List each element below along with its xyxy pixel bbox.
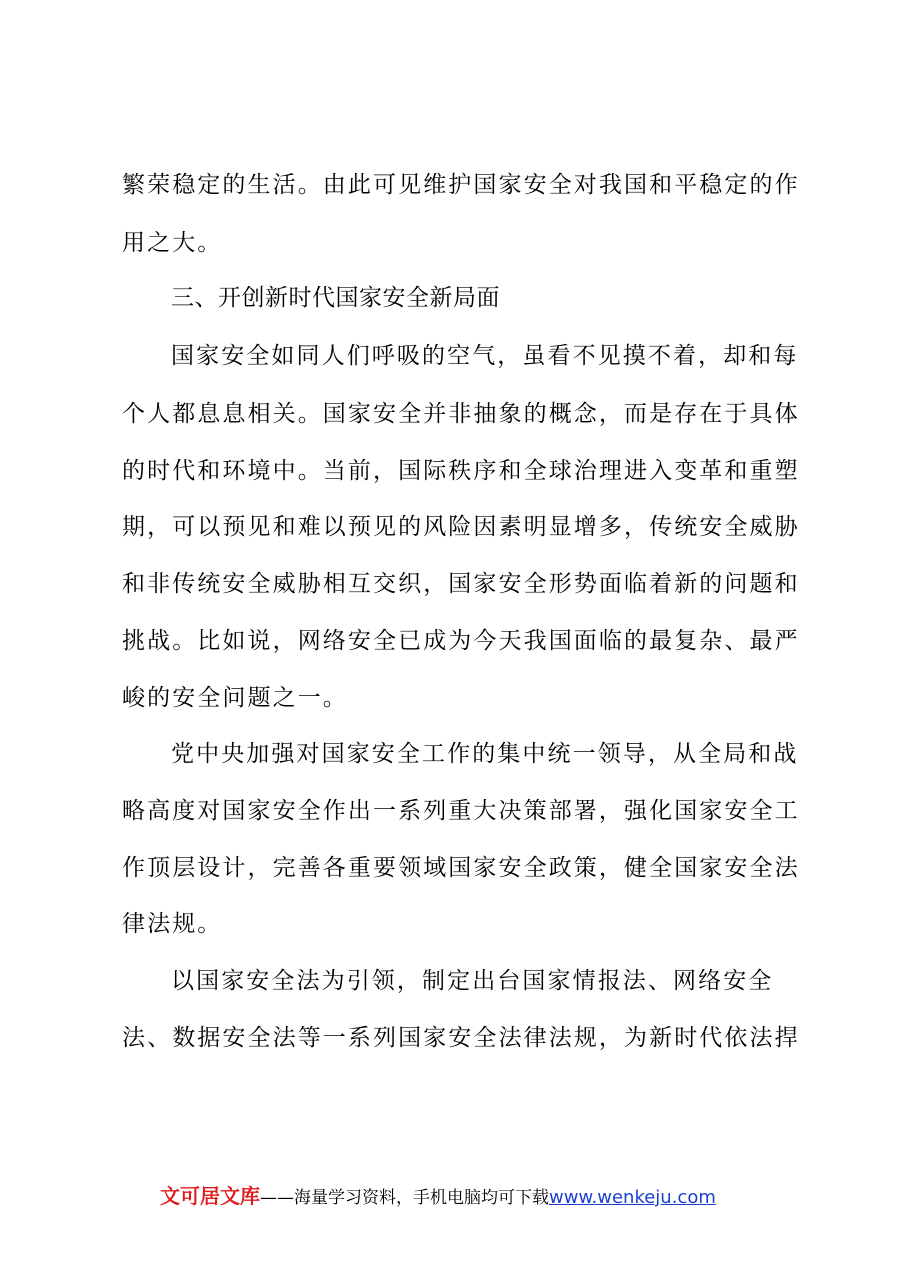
- footer-tagline: ——海量学习资料，手机电脑均可下载: [260, 1188, 549, 1208]
- section-heading: 三、开创新时代国家安全新局面: [171, 285, 500, 311]
- footer-brand: 文可居文库: [160, 1184, 260, 1208]
- body-text-line: 法、数据安全法等一系列国家安全法律法规，为新时代依法捍: [122, 1025, 800, 1051]
- paragraph-first-line: 党中央加强对国家安全工作的集中统一领导，从全局和战: [171, 741, 799, 767]
- footer-link[interactable]: www.wenkeju.com: [549, 1187, 716, 1208]
- body-text-line: 期，可以预见和难以预见的风险因素明显增多，传统安全威胁: [122, 514, 800, 540]
- body-text-line: 略高度对国家安全作出一系列重大决策部署，强化国家安全工: [122, 798, 800, 824]
- body-text-line: 挑战。比如说，网络安全已成为今天我国面临的最复杂、最严: [122, 628, 800, 654]
- body-text-line: 用之大。: [122, 230, 223, 256]
- body-text-line: 和非传统安全威胁相互交织，国家安全形势面临着新的问题和: [122, 571, 800, 597]
- paragraph-first-line: 国家安全如同人们呼吸的空气，虽看不见摸不着，却和每: [171, 343, 799, 369]
- paragraph-first-line: 以国家安全法为引领，制定出台国家情报法、网络安全: [171, 968, 774, 994]
- body-text-line: 的时代和环境中。当前，国际秩序和全球治理进入变革和重塑: [122, 458, 800, 484]
- body-text-line: 律法规。: [122, 911, 223, 937]
- footer-banner: [160, 1183, 716, 1211]
- body-text-line: 繁荣稳定的生活。由此可见维护国家安全对我国和平稳定的作: [122, 172, 800, 198]
- body-text-line: 峻的安全问题之一。: [122, 685, 348, 711]
- body-text-line: 作顶层设计，完善各重要领域国家安全政策，健全国家安全法: [122, 855, 800, 881]
- body-text-line: 个人都息息相关。国家安全并非抽象的概念，而是存在于具体: [122, 401, 800, 427]
